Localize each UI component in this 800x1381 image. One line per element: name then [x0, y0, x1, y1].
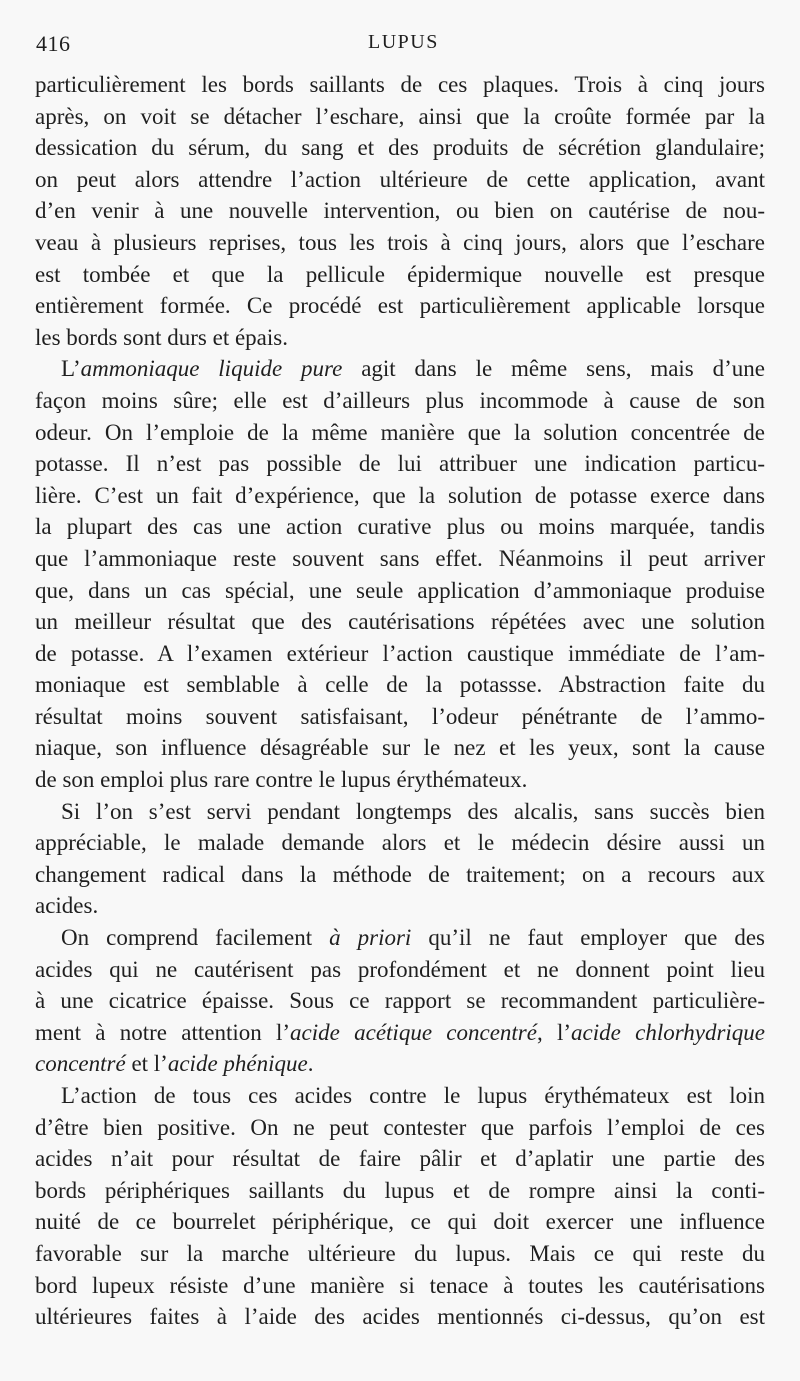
text-line: les bords sont durs et épais.	[35, 324, 288, 350]
text-line: à une cicatrice épaisse. Sous ce rapport se recommandent particulière-	[35, 988, 765, 1014]
text-line: moniaque est semblable à celle de la potassse. Abstraction faite du	[35, 672, 765, 698]
text-line-rich: On comprend facilement à priori qu’il ne faut employer que des	[61, 925, 765, 951]
text-line: est tombée et que la pellicule épidermique nouvelle est presque	[35, 261, 765, 287]
text-line: niaque, son influence désagréable sur le nez et les yeux, sont la cause	[35, 735, 765, 761]
text-line: d’en venir à une nouvelle intervention, ou bien on cautérise de nou-	[35, 198, 765, 224]
text-line: bords périphériques saillants du lupus et de rompre ainsi la conti-	[35, 1177, 765, 1203]
text-line: changement radical dans la méthode de traitement; on a recours aux	[35, 861, 765, 887]
text-line: résultat moins souvent satisfaisant, l’odeur pénétrante de l’ammo-	[35, 703, 765, 729]
text-line: un meilleur résultat que des cautérisations répétées avec une solution	[35, 609, 765, 635]
text-line: ultérieures faites à l’aide des acides mentionnés ci-dessus, qu’on est	[35, 1304, 765, 1330]
text-line: de son emploi plus rare contre le lupus érythémateux.	[35, 767, 528, 793]
text-line: L’action de tous ces acides contre le lupus érythémateux est loin	[61, 1083, 765, 1108]
text-line: particulièrement les bords saillants de ces plaques. Trois à cinq jours	[35, 72, 765, 97]
text-line: nuité de ce bourrelet périphérique, ce qui doit exercer une influence	[35, 1209, 765, 1235]
text-line: odeur. On l’emploie de la même manière que la solution concentrée de	[35, 419, 765, 445]
text-line: dessication du sérum, du sang et des produits de sécrétion glandulaire;	[35, 135, 765, 161]
text-line: appréciable, le malade demande alors et le médecin désire aussi un	[35, 830, 765, 856]
text-line: favorable sur la marche ultérieure du lupus. Mais ce qui reste du	[35, 1240, 765, 1266]
text-line: potasse. Il n’est pas possible de lui attribuer une indication particu-	[35, 451, 765, 477]
text-line: on peut alors attendre l’action ultérieure de cette application, avant	[35, 166, 765, 192]
text-line-rich: concentré et l’acide phénique.	[35, 1051, 314, 1077]
text-line: après, on voit se détacher l’eschare, ainsi que la croûte formée par la	[35, 103, 765, 129]
text-line: acides.	[35, 893, 99, 919]
text-line-rich: ment à notre attention l’acide acétique concentré, l’acide chlorhydrique	[35, 1019, 765, 1045]
text-line: que l’ammoniaque reste souvent sans effet. Néanmoins il peut arriver	[35, 545, 765, 571]
text-line: veau à plusieurs reprises, tous les trois à cinq jours, alors que l’eschare	[35, 229, 765, 255]
text-line: d’être bien positive. On ne peut contester que parfois l’emploi de ces	[35, 1114, 765, 1140]
text-line: de potasse. A l’examen extérieur l’action caustique immédiate de l’am-	[35, 640, 765, 666]
text-line: acides qui ne cautérisent pas profondément et ne donnent point lieu	[35, 956, 765, 982]
text-line: lière. C’est un fait d’expérience, que la solution de potasse exerce dans	[35, 482, 765, 508]
page-header	[36, 31, 764, 63]
text-line: façon moins sûre; elle est d’ailleurs plus incommode à cause de son	[35, 387, 765, 413]
text-line: acides n’ait pour résultat de faire pâlir et d’aplatir une partie des	[35, 1146, 765, 1172]
body-text	[35, 69, 765, 1333]
text-line: entièrement formée. Ce procédé est particulièrement applicable lorsque	[35, 293, 765, 319]
text-line: que, dans un cas spécial, une seule application d’ammoniaque produise	[35, 577, 765, 603]
running-head: LUPUS	[368, 31, 439, 53]
text-line-rich: L’ammoniaque liquide pure agit dans le même sens, mais d’une	[61, 356, 765, 382]
text-line: Si l’on s’est servi pendant longtemps des alcalis, sans succès bien	[61, 798, 765, 824]
page-number: 416	[36, 31, 71, 56]
text-line: la plupart des cas une action curative plus ou moins marquée, tandis	[35, 514, 765, 540]
text-line: bord lupeux résiste d’une manière si tenace à toutes les cautérisations	[35, 1272, 765, 1298]
